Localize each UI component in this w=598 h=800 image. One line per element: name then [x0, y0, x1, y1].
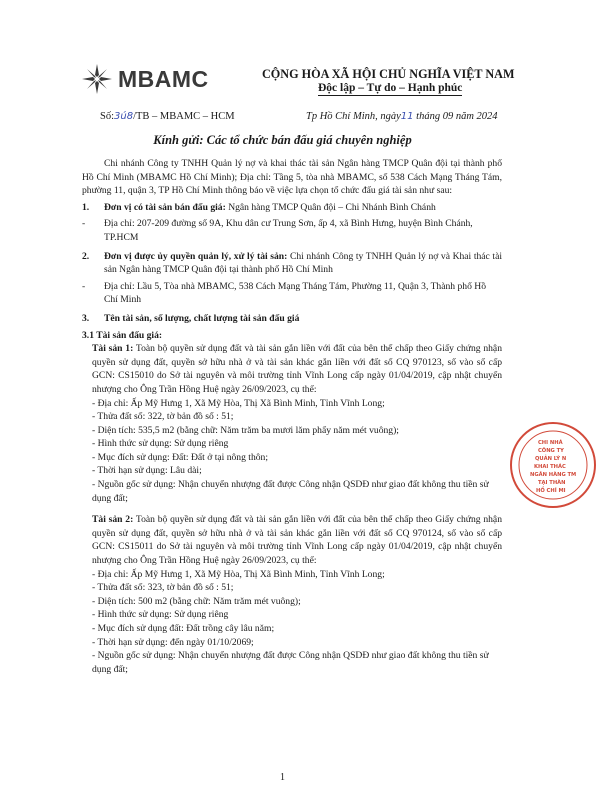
- asset-1-line: - Thửa đất số: 322, tờ bản đồ số : 51;: [92, 411, 234, 423]
- section-3-label: Tên tài sản, số lượng, chất lượng tài sản đấu giá: [104, 312, 300, 324]
- page-number: 1: [280, 772, 285, 783]
- star-logo-icon: [80, 62, 114, 96]
- section-1-address-text: Địa chỉ: 207-209 đường số 9A, Khu dân cư Trung Sơn, ấp 4, xã Bình Hưng, huyện Bình Chánh, TP.HCM: [104, 218, 473, 243]
- section-3-number: 3.: [82, 312, 90, 324]
- asset-2-line: - Nguồn gốc sử dụng: Nhận chuyển nhượng đất được Công nhận QSDĐ như giao đất không thu tiền sử dụng đất;: [92, 650, 489, 675]
- section-3: [82, 312, 502, 326]
- section-1-address: - Địa chỉ: 207-209 đường số 9A, Khu dân cư Trung Sơn, ấp 4, xã Bình Hưng, huyện Bình Chánh, TP.HCM: [82, 217, 502, 244]
- section-1-text: Ngân hàng TMCP Quân đội – Chi Nhánh Bình Chánh: [225, 201, 436, 213]
- section-2-text: Chi nhánh Công ty TNHH Quản lý nợ và Khai thác tài sản Ngân hàng TMCP Quân đội tại thành phố Hồ Chí Minh: [104, 250, 503, 276]
- stamp-text: KHAI THÁC: [534, 464, 566, 470]
- asset-2-line: - Địa chỉ: Ấp Mỹ Hưng 1, Xã Mỹ Hòa, Thị Xã Bình Minh, Tỉnh Vĩnh Long;: [92, 568, 385, 580]
- section-1: [82, 201, 502, 215]
- asset-1-line: - Nguồn gốc sử dụng: Nhận chuyển nhượng đất được Công nhận QSDĐ như giao đất không thu tiền sử dụng đất;: [92, 479, 489, 504]
- company-seal-stamp: [508, 420, 598, 510]
- section-2-label: Đơn vị được ủy quyền quản lý, xử lý tài sản:: [104, 250, 288, 262]
- place-prefix: Tp Hồ Chí Minh, ngày: [306, 111, 401, 122]
- intro-paragraph: Chi nhánh Công ty TNHH Quản lý nợ và khai thác tài sản Ngân hàng TMCP Quân đội tại thành phố Hồ Chí Minh (MBAMC Hồ Chí Minh); Địa chỉ: Tầng 5, tòa nhà MBAMC, số 538 Cách Mạng Tháng Tám, phường 11, quận 3, TP Hồ Chí Minh thông báo về việc lựa chọn tổ chức đấu giá tài sản như sau:: [82, 158, 502, 197]
- doc-prefix: Số:: [100, 111, 115, 122]
- asset-1-desc-text: Toàn bộ quyền sử dụng đất và tài sản gắn liền với đất của bên thế chấp theo Giấy chứng nhận quyền sử dụng đất, quyền sở hữu nhà ở và tài sản khác gắn liền với đất số CQ 970123, số vào sổ cấp GCN: CS15010 do Sở tài nguyên và môi trường tỉnh Vĩnh Long cấp ngày 01/04/2019, cập nhật chuyển nhượng cho Ông Trần Hồng Huệ ngày 26/09/2023, cụ thể:: [92, 343, 502, 395]
- asset-1-line: - Diện tích: 535,5 m2 (bằng chữ: Năm trăm ba mươi lăm phẩy năm mét vuông);: [92, 424, 399, 436]
- section-3-1-heading: 3.1 Tài sản đấu giá:: [82, 329, 163, 341]
- asset-2-line: - Hình thức sử dụng: Sử dụng riêng: [92, 609, 229, 621]
- asset-2-line: - Mục đích sử dụng đất: Đất trồng cây lâu năm;: [92, 623, 275, 634]
- asset-1-title: Tài sản 1:: [92, 343, 134, 355]
- stamp-text: HỒ CHÍ MI: [536, 488, 566, 494]
- asset-2-description: [92, 513, 502, 567]
- asset-1-line: - Địa chỉ: Ấp Mỹ Hưng 1, Xã Mỹ Hòa, Thị Xã Bình Minh, Tỉnh Vĩnh Long;: [92, 397, 385, 409]
- section-2-address-text: Địa chỉ: Lầu 5, Tòa nhà MBAMC, 538 Cách Mạng Tháng Tám, Phường 11, Quận 3, Thành phố Hồ Chí Minh: [104, 280, 486, 306]
- motto: Độc lập – Tự do – Hạnh phúc: [318, 82, 463, 94]
- doc-suffix: /TB – MBAMC – HCM: [133, 111, 235, 122]
- logo-text: MBAMC: [118, 65, 209, 92]
- asset-2-line: - Thời hạn sử dụng: đến ngày 01/10/2069;: [92, 636, 254, 648]
- stamp-text: QUẢN LÝ N: [535, 456, 567, 462]
- salutation: Kính gửi: Các tổ chức bán đấu giá chuyên nghiệp: [153, 133, 412, 147]
- asset-1-block: [82, 342, 502, 505]
- nation-title: CỘNG HÒA XÃ HỘI CHỦ NGHĨA VIỆT NAM: [262, 67, 515, 81]
- stamp-text: NGÂN HÀNG TM: [530, 472, 577, 478]
- asset-1-line: - Thời hạn sử dụng: Lâu dài;: [92, 465, 202, 477]
- asset-2-title: Tài sản 2:: [92, 514, 134, 526]
- doc-number-handwritten: 3ú8: [114, 111, 134, 122]
- asset-2-line: - Diện tích: 500 m2 (bằng chữ: Năm trăm mét vuông);: [92, 595, 301, 607]
- asset-1-line: - Mục đích sử dụng: Đất: Đất ở tại nông thôn;: [92, 451, 269, 463]
- asset-1-description: [92, 342, 502, 396]
- section-1-label: Đơn vị có tài sản bán đấu giá:: [104, 201, 226, 213]
- section-2: [82, 250, 502, 277]
- place-date: [306, 111, 498, 122]
- section-2-number: 2.: [82, 250, 90, 262]
- asset-1-line: - Hình thức sử dụng: Sử dụng riêng: [92, 438, 229, 450]
- asset-2-desc-text: Toàn bộ quyền sử dụng đất và tài sản gắn liền với đất của bên thế chấp theo Giấy chứng nhận quyền sử dụng đất, quyền sở hữu nhà ở và tài sản khác gắn liền với đất số CQ 970124, số vào sổ cấp GCN: CS15011 do Sở tài nguyên và môi trường tỉnh Vĩnh Long cấp ngày 01/04/2019, cập nhật chuyển nhượng cho Ông Trần Hồng Huệ ngày 26/09/2023, cụ thể:: [92, 514, 502, 567]
- stamp-text: CÔNG TY: [538, 448, 564, 454]
- place-suffix: tháng 09 năm 2024: [416, 111, 498, 122]
- document-number: [100, 111, 235, 122]
- document-body: [82, 157, 502, 676]
- asset-2-block: [82, 513, 502, 676]
- stamp-text: CHI NHÁ: [538, 440, 563, 446]
- mbamc-logo: [80, 62, 209, 96]
- asset-2-line: - Thửa đất số: 323, tờ bản đồ số : 51;: [92, 582, 234, 594]
- day-handwritten: 11: [400, 111, 414, 122]
- stamp-text: TẠI THÀN: [538, 480, 566, 486]
- section-2-address: - Địa chỉ: Lầu 5, Tòa nhà MBAMC, 538 Cách Mạng Tháng Tám, Phường 11, Quận 3, Thành phố Hồ Chí Minh: [82, 280, 502, 307]
- section-1-number: 1.: [82, 201, 90, 213]
